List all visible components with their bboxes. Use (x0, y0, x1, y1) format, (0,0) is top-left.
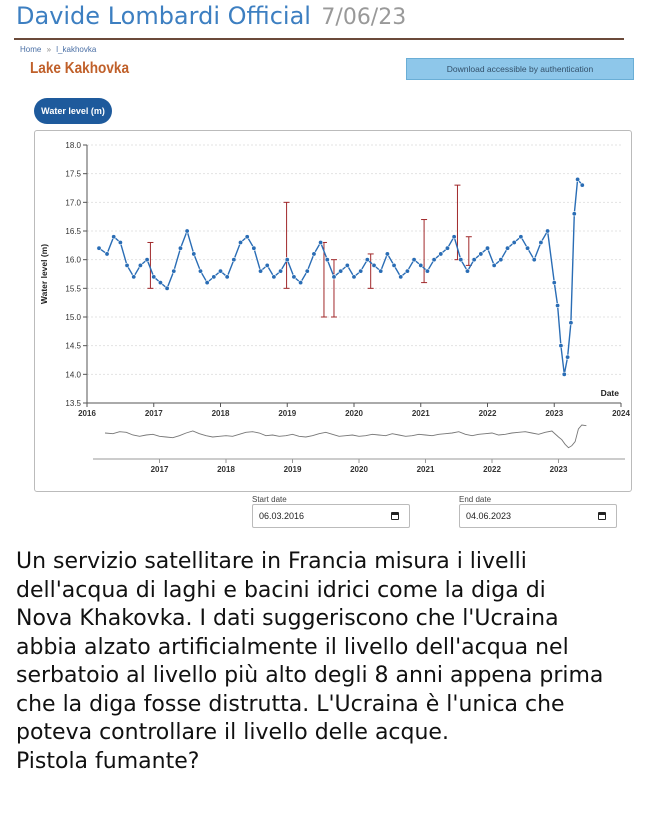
x-axis-label: Date (600, 388, 619, 398)
data-point (225, 275, 229, 279)
end-date-label: End date (459, 495, 492, 504)
data-point (392, 263, 396, 267)
data-point (212, 275, 216, 279)
data-point (245, 235, 249, 239)
data-point (358, 269, 362, 273)
data-point (292, 275, 296, 279)
data-point (252, 246, 256, 250)
post-line: serbatoio al livello più alto degli 8 anni appena prima (16, 663, 604, 688)
data-point (492, 263, 496, 267)
x-tick-label: 2019 (278, 409, 297, 418)
post-line: poteva controllare il livello delle acque. (16, 720, 449, 745)
post-line: dell'acqua di laghi e bacini idrici come la diga di (16, 577, 546, 603)
data-point (552, 280, 556, 284)
data-point (218, 269, 222, 273)
data-point (445, 246, 449, 250)
y-tick-label: 14.0 (65, 370, 81, 380)
data-point (412, 257, 416, 261)
data-point (238, 240, 242, 244)
data-point (512, 240, 516, 244)
data-point (198, 269, 202, 273)
data-point (352, 275, 356, 279)
x-tick-label: 2022 (478, 409, 497, 418)
x-tick-label: 2016 (78, 409, 96, 418)
author-name[interactable]: Davide Lombardi Official (16, 2, 311, 30)
post-line: Pistola fumante? (16, 748, 200, 774)
y-tick-label: 15.5 (65, 284, 81, 294)
data-point (205, 280, 209, 284)
data-point (572, 212, 576, 216)
navigator-tick-label: 2019 (283, 465, 302, 474)
data-point (405, 269, 409, 273)
y-tick-label: 15.0 (65, 313, 81, 322)
data-point (565, 355, 569, 359)
calendar-icon[interactable] (598, 512, 606, 520)
end-date-input[interactable] (459, 504, 617, 528)
breadcrumb-separator: » (46, 45, 52, 54)
start-date-label: Start date (252, 495, 287, 504)
data-point (539, 240, 543, 244)
data-point (258, 269, 262, 273)
data-point (332, 275, 336, 279)
data-point (232, 257, 236, 261)
post-line: Nova Khakovka. I dati suggeriscono che l'Ucraina (16, 606, 559, 631)
data-point (318, 240, 322, 244)
y-tick-label: 14.5 (65, 341, 81, 351)
y-tick-label: 13.5 (65, 399, 81, 408)
data-point (152, 275, 156, 279)
data-point (452, 235, 456, 239)
navigator-tick-label: 2018 (217, 465, 235, 474)
data-point (419, 263, 423, 267)
data-point (505, 246, 509, 250)
x-tick-label: 2024 (612, 409, 630, 418)
data-point (158, 280, 162, 284)
post-body (16, 548, 656, 776)
data-point (399, 275, 403, 279)
navigator-tick-label: 2023 (549, 465, 568, 474)
data-point (575, 177, 579, 181)
post-date: 7/06/23 (321, 5, 407, 30)
embedded-screenshot (14, 38, 630, 538)
start-date-value: 06.03.2016 (259, 511, 305, 521)
navigator-tick-label: 2021 (416, 465, 435, 474)
data-point (97, 246, 101, 250)
y-tick-label: 17.0 (65, 198, 81, 208)
y-tick-label: 17.5 (65, 169, 81, 179)
calendar-icon[interactable] (391, 512, 399, 520)
end-date-value: 04.06.2023 (466, 511, 512, 521)
data-point (559, 343, 563, 347)
data-point (165, 286, 169, 290)
navigator-line (105, 425, 586, 448)
data-point (465, 269, 469, 273)
data-point (345, 263, 349, 267)
series-line (99, 179, 582, 374)
data-point (278, 269, 282, 273)
data-point (425, 269, 429, 273)
post-line: che la diga fosse distrutta. L'Ucraina è l'unica che (16, 691, 565, 717)
data-point (265, 263, 269, 267)
data-point (125, 263, 129, 267)
data-point (132, 275, 136, 279)
data-point (118, 240, 122, 244)
data-point (312, 252, 316, 256)
x-tick-label: 2023 (545, 409, 564, 418)
data-point (472, 257, 476, 261)
data-point (285, 257, 289, 261)
data-point (305, 269, 309, 273)
data-point (138, 263, 142, 267)
data-point (385, 252, 389, 256)
breadcrumb-current[interactable]: l_kakhovka (56, 45, 97, 54)
data-point (185, 229, 189, 233)
water-level-button[interactable]: Water level (m) (34, 98, 112, 124)
page-title: Lake Kakhovka (30, 60, 130, 77)
data-point (525, 246, 529, 250)
data-point (532, 257, 536, 261)
x-tick-label: 2017 (144, 409, 163, 418)
water-level-chart (34, 130, 632, 492)
data-point (105, 252, 109, 256)
data-point (432, 257, 436, 261)
post-line: Un servizio satellitare in Francia misura i livelli (16, 549, 527, 574)
x-tick-label: 2021 (411, 409, 430, 418)
x-tick-label: 2018 (211, 409, 230, 418)
data-point (372, 263, 376, 267)
data-point (365, 257, 369, 261)
data-point (112, 235, 116, 239)
data-point (519, 235, 523, 239)
y-tick-label: 16.0 (65, 255, 81, 265)
data-point (459, 257, 463, 261)
breadcrumb (20, 45, 96, 54)
navigator-tick-label: 2017 (150, 465, 169, 474)
breadcrumb-home[interactable]: Home (20, 45, 42, 54)
data-point (485, 246, 489, 250)
navigator-tick-label: 2020 (350, 465, 368, 474)
data-point (272, 275, 276, 279)
data-point (338, 269, 342, 273)
data-point (192, 252, 196, 256)
data-point (145, 257, 149, 261)
navigator-tick-label: 2022 (483, 465, 501, 474)
data-point (172, 269, 176, 273)
data-point (379, 269, 383, 273)
data-point (325, 257, 329, 261)
data-point (298, 280, 302, 284)
y-tick-label: 16.5 (65, 227, 81, 236)
data-point (479, 252, 483, 256)
chart-svg (35, 131, 631, 491)
data-point (555, 303, 559, 307)
post-line: abbia alzato artificialmente il livello dell'acqua nel (16, 634, 569, 660)
data-point (569, 321, 573, 325)
data-point (178, 246, 182, 250)
post-header (16, 2, 406, 34)
y-axis-label: Water level (m) (39, 243, 49, 305)
x-tick-label: 2020 (345, 409, 363, 418)
start-date-input[interactable] (252, 504, 410, 528)
data-point (545, 229, 549, 233)
y-tick-label: 18.0 (65, 141, 81, 150)
data-point (580, 183, 584, 187)
download-button[interactable]: Download accessible by authentication (406, 58, 634, 80)
data-point (499, 257, 503, 261)
data-point (439, 252, 443, 256)
data-point (562, 372, 566, 376)
